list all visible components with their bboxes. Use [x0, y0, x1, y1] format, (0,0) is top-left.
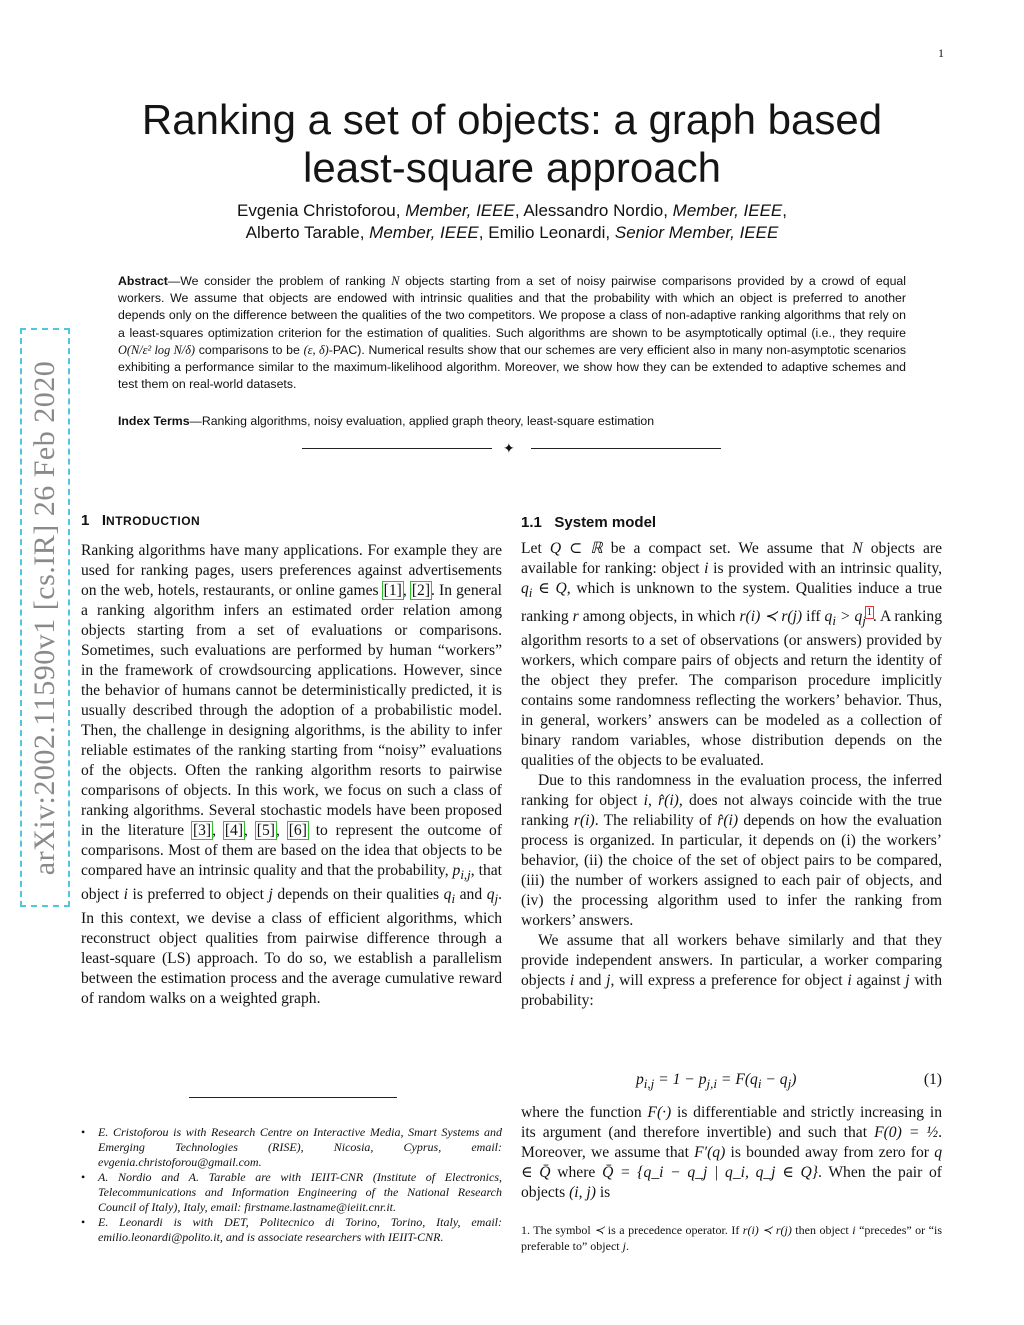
- author-affiliations: [81, 1125, 502, 1245]
- index-terms-text: —Ranking algorithms, noisy evaluation, applied graph theory, least-square estimation: [189, 414, 655, 428]
- citation-link[interactable]: [2]: [411, 582, 431, 599]
- citation-link[interactable]: [4]: [224, 822, 244, 839]
- author-separator: ,: [782, 201, 787, 220]
- author-name: Alberto Tarable,: [245, 223, 365, 242]
- equation-number: (1): [923, 1071, 942, 1088]
- math-n: N: [391, 274, 400, 288]
- index-terms-label: Index Terms: [118, 414, 190, 428]
- author-name: , Emilio Leonardi,: [478, 223, 611, 242]
- equation-body: $p_{i,j} = 1 - p_{j,i} = F(q_i - q_j)$: [636, 1071, 797, 1092]
- paragraph: Due to this randomness in the evaluation process, the inferred ranking for object i, r̂(i), does not always coincide with the true ranking r(i). The reliability of r̂(i) depends on how the evaluation process is organized. In particular, it depends on (i) the workers’ behavior, (ii) the choice of the set of object pairs to be compared, (iii) the number of workers assigned to each pair of objects, and (iv) the processing algorithm used to infer the ranking from workers’ answers.: [521, 772, 942, 930]
- author-role: Senior Member, IEEE: [614, 223, 779, 242]
- subsection-heading-system-model: [521, 514, 656, 531]
- arxiv-stamp: [22, 330, 68, 905]
- paragraph: We assume that all workers behave similarly and that they provide independent answers. In particular, a worker comparing objects i and j, will express a preference for object i against j with probability:: [521, 932, 943, 1010]
- abstract: [118, 273, 906, 393]
- abstract-text: -PAC). Numerical results show that our schemes are very efficient also in many non-asymptotic scenarios exhibiting a performance similar to the maximum-likelihood algorithm. Moreover, we show how they can be extended to adaptive schemes and test them on real-world datasets.: [118, 342, 906, 392]
- section-heading-initial: I: [101, 512, 107, 529]
- section-heading-introduction: [81, 512, 200, 529]
- author-role: Member, IEEE: [405, 201, 515, 220]
- abstract-label: Abstract: [118, 274, 168, 288]
- index-terms: [118, 413, 906, 430]
- citation-link[interactable]: [1]: [383, 582, 402, 599]
- author-name: Evgenia Christoforou,: [237, 201, 401, 220]
- authors-line-2: [110, 222, 914, 244]
- footnote-rule: [189, 1097, 397, 1098]
- abstract-text: objects starting from a set of noisy pairwise comparisons provided by a crowd of equal workers. We assume that objects are endowed with intrinsic qualities and that the probability with which an object is preferred to another depends only on the difference between the qualities of the two competitors. We propose a class of non-adaptive ranking algorithms that rely on a least-squares optimization criterion for the estimation of qualities. Such algorithms are shown to be asymptotically optimal (i.e., they require: [118, 274, 906, 340]
- separator-rule-right: [531, 448, 721, 449]
- paper-title: Ranking a set of objects: a graph based least-square approach: [141, 96, 883, 191]
- citation-link[interactable]: [6]: [288, 822, 307, 839]
- paragraph: Ranking algorithms have many applications. For example they are used for ranking pages, users preferences against advertisements on the web, hotels, restaurants, or online games [1], [2]. In general a ranking algorithm infers an estimated order relation among objects starting from a set of evaluations or comparisons. Sometimes, such evaluations are performed by human “workers” in the framework of crowdsourcing applications. However, since the behavior of humans cannot be deterministically predicted, it is usually described through the adoption of a probabilistic model. Then, the challenge in designing algorithms, is the ability to infer reliable estimates of the ranking starting from “noisy” evaluations of the objects. Often the ranking algorithm resorts to pairwise comparisons of objects. In this work, we focus on such a class of ranking algorithms. Several stochastic models have been proposed in the literature [3], [4], [5], [6] to represent the outcome of comparisons. Most of them are based on the idea that objects to be compared have an intrinsic quality and that the probability, $p_{i,j}$, that object i is preferred to object j depends on their qualities $q_i$ and $q_j$. In this context, we devise a class of efficient algorithms, which reconstruct object qualities from pairwise difference through a least-square (LS) approach. To do so, we establish a parallelism between the estimation process and the average cumulative reward of random walks on a weighted graph.: [81, 542, 503, 1008]
- abstract-text: —We consider the problem of ranking: [167, 274, 392, 288]
- section-heading-text: NTRODUCTION: [106, 514, 201, 528]
- arxiv-identifier: arXiv:2002.11590v1 [cs.IR] 26 Feb 2020: [28, 360, 61, 875]
- introduction-body: [81, 541, 502, 1009]
- authors-line-1: [110, 200, 914, 222]
- author-name: , Alessandro Nordio,: [514, 201, 668, 220]
- author-role: Member, IEEE: [672, 201, 783, 220]
- subsection-number: 1.1: [521, 514, 542, 531]
- math-pac: (ε, δ): [303, 342, 329, 357]
- math-complexity: O(N/ε² log N/δ): [118, 342, 196, 357]
- affiliation-item: • E. Cristoforou is with Research Centre on Interactive Media, Smart Systems and Emerging Technologies (RISE), Nicosia, Cyprus, email: evgenia.christoforou@gmail.com.: [81, 1125, 502, 1170]
- section-number: 1: [81, 512, 90, 529]
- citation-link[interactable]: [5]: [256, 822, 275, 839]
- affiliation-item: • E. Leonardi is with DET, Politecnico di Torino, Torino, Italy, email: emilio.leonardi@polito.it, and is associate researchers with IEIIT-CNR.: [81, 1215, 502, 1245]
- abstract-text: comparisons to be: [195, 342, 304, 357]
- paragraph: Let Q ⊂ ℝ be a compact set. We assume that N objects are available for ranking: object i is provided with an intrinsic quality, $q_i$ ∈ Q, which is unknown to the system. Qualities induce a true ranking r among objects, in which r(i) ≺ r(j) iff $q_i > q_j^1$. A ranking algorithm resorts to a set of observations (or answers) provided by workers, which compare pairs of objects and return the identity of the object they prefer. The comparison procedure implicitly contains some randomness reflecting the workers’ behavior. Thus, in general, workers’ answers can be modeled as a collection of binary random variables, whose distribution depends on the qualities of the objects to be evaluated.: [521, 540, 943, 770]
- footnote-number: 1.: [521, 1223, 530, 1237]
- separator-rule-left: [302, 448, 492, 449]
- system-model-body-continued: [521, 1103, 942, 1203]
- author-role: Member, IEEE: [369, 223, 479, 242]
- footnote-1: 1. The symbol ≺ is a precedence operator. If r(i) ≺ r(j) then object i “precedes” or “is preferable to” object j.: [521, 1223, 942, 1253]
- subsection-heading-text: System model: [554, 514, 657, 531]
- footnote-link[interactable]: 1: [866, 607, 872, 619]
- citation-link[interactable]: [3]: [192, 822, 212, 839]
- system-model-body: [521, 539, 942, 1011]
- affiliation-item: • A. Nordio and A. Tarable are with IEIIT-CNR (Institute of Electronics, Telecommunications and Information Engineering of the National Research Council of Italy), Italy, email: firstname.lastname@ieiit.cnr.it.: [81, 1170, 502, 1215]
- page-number: 1: [938, 46, 944, 60]
- paragraph: where the function F(·) is differentiable and strictly increasing in its argument (and therefore invertible) and such that F(0) = ½. Moreover, we assume that F′(q) is bounded away from zero for q ∈ Q̄ where Q̄ = {q_i − q_j | q_i, q_j ∈ Q}. When the pair of objects (i, j) is: [521, 1104, 943, 1201]
- separator-diamond-icon: ✦: [503, 440, 515, 456]
